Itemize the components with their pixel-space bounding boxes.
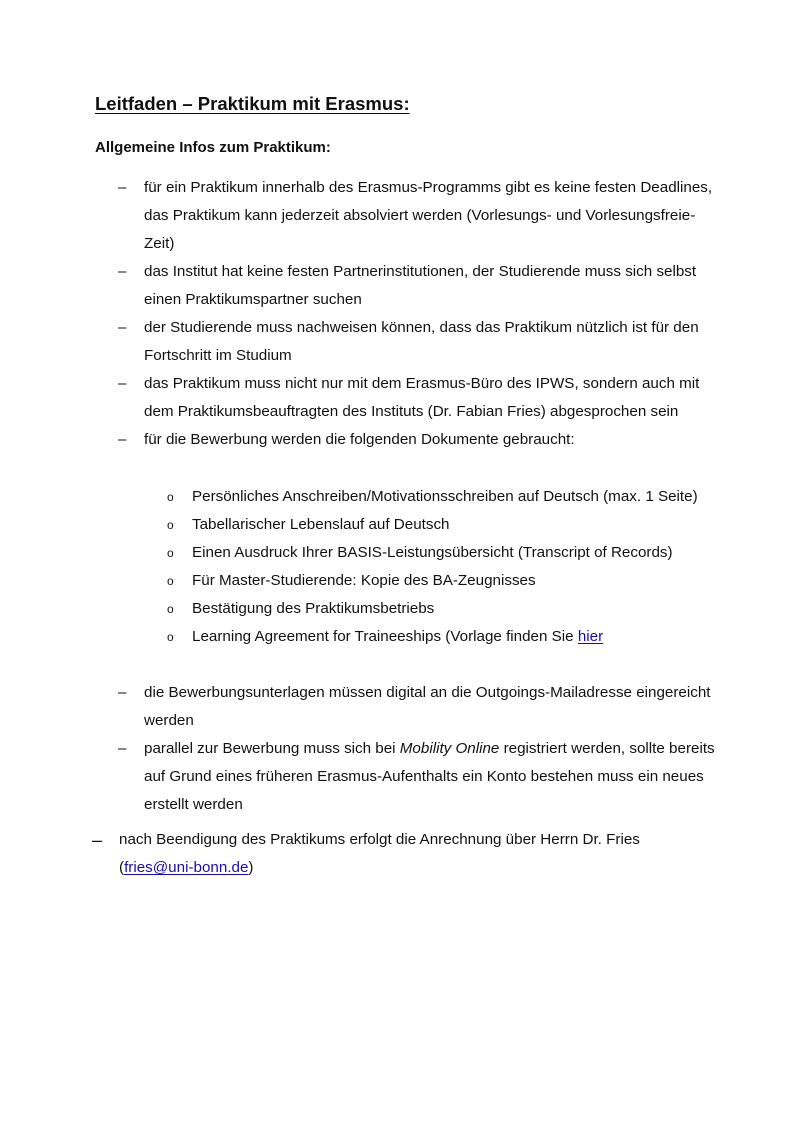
final-list (92, 826, 712, 882)
document-item-text: Bestätigung des Praktikumsbetriebs (192, 600, 435, 617)
document-title: Leitfaden – Praktikum mit Erasmus: (95, 93, 410, 114)
list-item (118, 258, 718, 314)
circle-bullet-icon: o (167, 630, 174, 644)
list-item-text: der Studierende muss nachweisen können, dass das Praktikum nützlich ist für den Fortschritt im Studium (144, 319, 699, 364)
info-list (118, 174, 718, 454)
dash-marker: – (118, 319, 127, 336)
document-list-item (163, 595, 723, 623)
documents-list (163, 483, 723, 651)
info-list-continued (118, 679, 718, 819)
mobility-online-emphasis: Mobility Online (399, 740, 500, 757)
dash-marker: – (118, 431, 127, 448)
list-item-text: für die Bewerbung werden die folgenden Dokumente gebraucht: (144, 431, 575, 448)
list-item-text: für ein Praktikum innerhalb des Erasmus-Programms gibt es keine festen Deadlines, das Praktikum kann jederzeit absolviert werden (Vorlesungs- und Vorlesungsfreie-Zeit) (144, 179, 713, 252)
final-text-after: ) (248, 859, 254, 876)
list-item-text (144, 735, 718, 819)
dash-marker: – (118, 375, 127, 392)
dash-marker: – (118, 740, 127, 757)
list-item (118, 370, 718, 426)
document-item-text: Einen Ausdruck Ihrer BASIS-Leistungsübersicht (Transcript of Records) (192, 544, 673, 561)
list-item (118, 426, 718, 454)
circle-bullet-icon: o (167, 518, 174, 532)
dash-marker: – (118, 179, 127, 196)
dash-marker: – (118, 263, 127, 280)
document-list-item (163, 539, 723, 567)
circle-bullet-icon: o (167, 602, 174, 616)
final-text-before: nach Beendigung des Praktikums erfolgt die Anrechnung über Herrn Dr. Fries ( (119, 831, 640, 876)
list-item (118, 174, 718, 258)
list-item-text (119, 826, 712, 882)
document-item-text (192, 623, 723, 651)
template-link[interactable]: hier (577, 628, 604, 645)
section-heading: Allgemeine Infos zum Praktikum: (95, 139, 331, 156)
document-list-item (163, 567, 723, 595)
mobility-text-after: registriert werden, sollte bereits auf Grund eines früheren Erasmus-Aufenthalts ein Konto bestehen muss ein neues erstellt werden (144, 740, 715, 813)
list-item (118, 314, 718, 370)
mobility-text-before: parallel zur Bewerbung muss sich bei (144, 740, 400, 757)
list-item-text: die Bewerbungsunterlagen müssen digital an die Outgoings-Mailadresse eingereicht werden (144, 684, 711, 729)
document-item-text: Tabellarischer Lebenslauf auf Deutsch (192, 516, 450, 533)
document-list-item (163, 511, 723, 539)
circle-bullet-icon: o (167, 574, 174, 588)
list-item (118, 735, 718, 819)
document-item-text: Persönliches Anschreiben/Motivationsschreiben auf Deutsch (max. 1 Seite) (192, 488, 698, 505)
list-item-text: das Institut hat keine festen Partnerinstitutionen, der Studierende muss sich selbst einen Praktikumspartner suchen (144, 263, 697, 308)
dash-marker: – (118, 684, 127, 701)
document-list-item (163, 483, 723, 511)
circle-bullet-icon: o (167, 490, 174, 504)
document-list-item (163, 623, 723, 651)
document-item-text: Für Master-Studierende: Kopie des BA-Zeugnisses (192, 572, 536, 589)
list-item-text: das Praktikum muss nicht nur mit dem Erasmus-Büro des IPWS, sondern auch mit dem Praktikumsbeauftragten des Instituts (Dr. Fabian Fries) abgesprochen sein (144, 375, 700, 420)
list-item (92, 826, 712, 882)
dash-marker: – (92, 830, 103, 850)
learning-agreement-text: Learning Agreement for Traineeships (Vorlage finden Sie (192, 628, 578, 645)
circle-bullet-icon: o (167, 546, 174, 560)
list-item (118, 679, 718, 735)
email-link[interactable]: fries@uni-bonn.de (124, 859, 249, 876)
